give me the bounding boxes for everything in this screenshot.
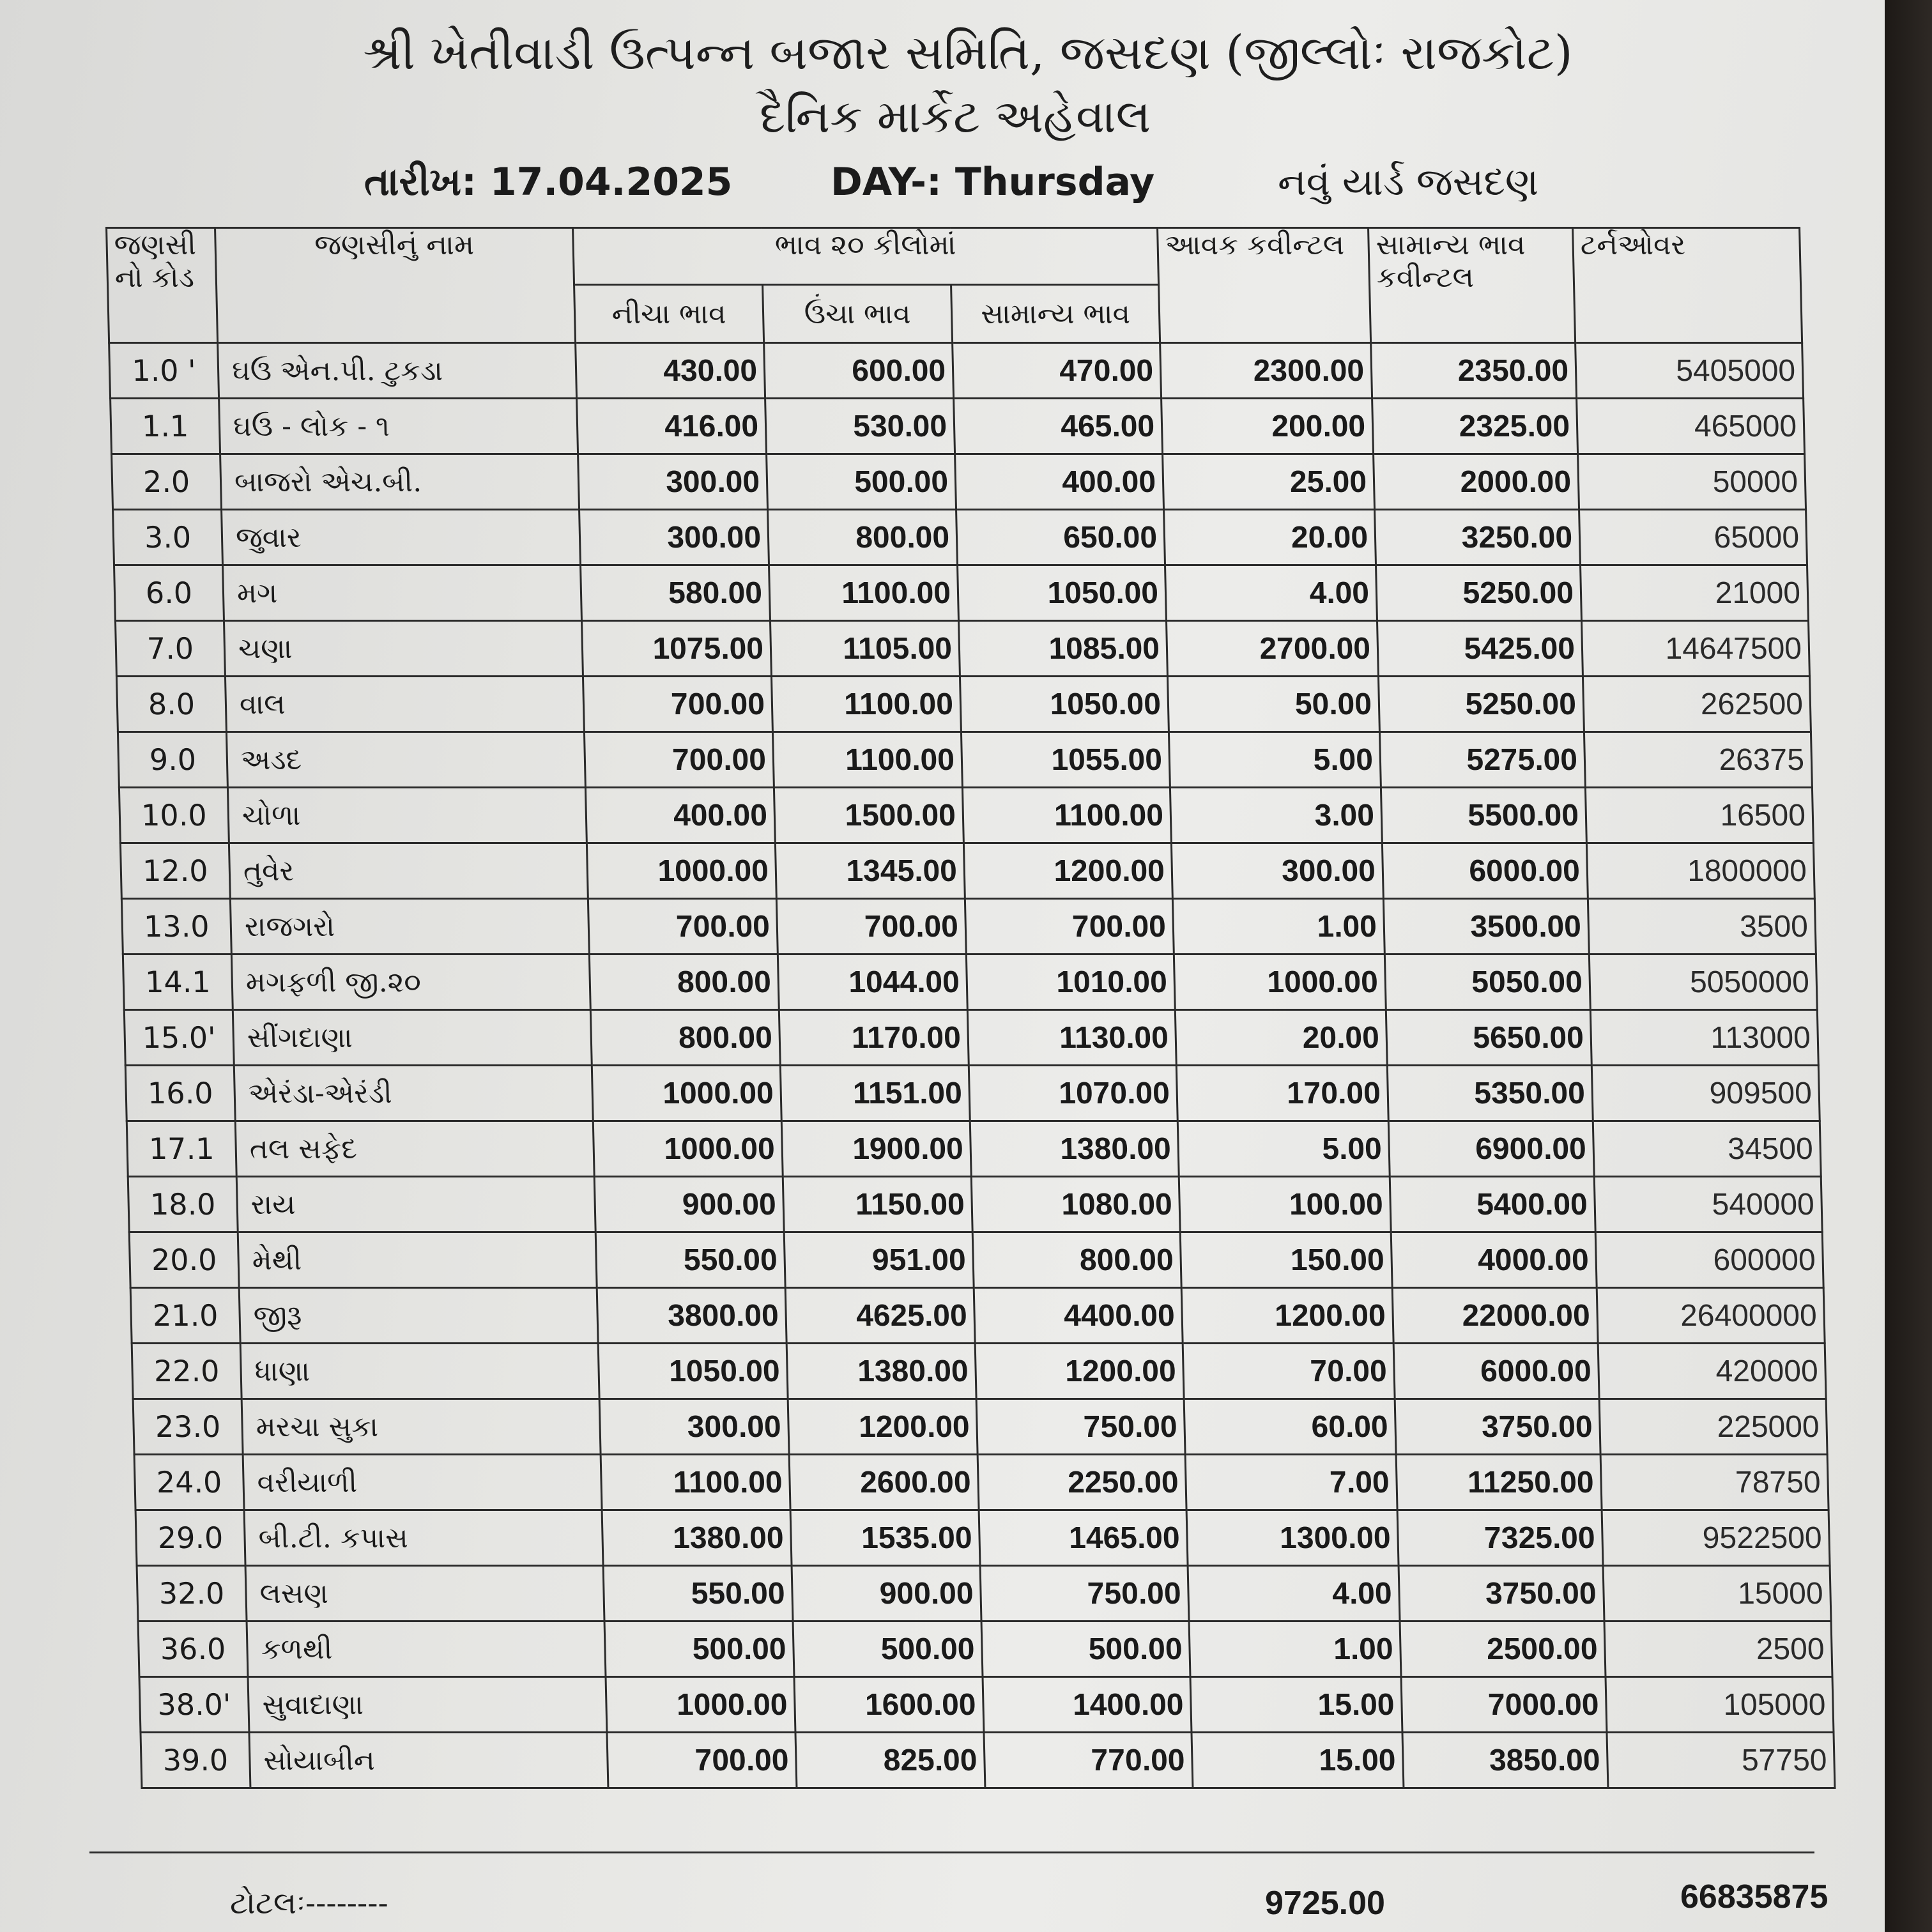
cell-arrival: 1300.00 <box>1186 1510 1399 1566</box>
cell-code: 24.0 <box>134 1455 244 1510</box>
cell-name: ચોળા <box>227 788 586 843</box>
cell-arrival: 1.00 <box>1189 1621 1401 1677</box>
cell-low: 300.00 <box>599 1399 789 1455</box>
cell-name: સોયાબીન <box>249 1733 608 1788</box>
cell-turnover: 34500 <box>1593 1121 1821 1177</box>
cell-name: કળથી <box>247 1621 606 1677</box>
cell-name: ધાણા <box>240 1344 599 1399</box>
cell-turnover: 5050000 <box>1589 954 1817 1010</box>
table-row <box>121 899 1816 954</box>
cell-low: 1380.00 <box>602 1510 792 1566</box>
table-row <box>129 1232 1823 1288</box>
cell-avg: 465.00 <box>954 399 1163 454</box>
cell-arrival: 15.00 <box>1190 1677 1402 1733</box>
cell-name: અડદ <box>226 732 585 788</box>
table-row <box>109 343 1804 399</box>
cell-high: 1151.00 <box>780 1066 970 1121</box>
cell-arrival: 20.00 <box>1175 1010 1387 1066</box>
cell-avg-quintal: 4000.00 <box>1391 1232 1597 1288</box>
cell-code: 9.0 <box>118 732 227 788</box>
cell-code: 16.0 <box>125 1066 235 1121</box>
cell-turnover: 225000 <box>1599 1399 1827 1455</box>
table-row <box>124 1010 1818 1066</box>
cell-name: ઘઉ એન.પી. ટુકડા <box>218 343 577 399</box>
totals-label: ટોટલઃ-------- <box>230 1885 388 1921</box>
cell-turnover: 57750 <box>1607 1733 1835 1788</box>
cell-low: 1050.00 <box>598 1344 788 1399</box>
cell-code: 12.0 <box>120 843 230 899</box>
cell-high: 800.00 <box>768 510 958 565</box>
cell-low: 3800.00 <box>597 1288 786 1344</box>
col-header-code: જણસી નો કોડ <box>107 228 218 343</box>
cell-code: 14.1 <box>123 954 233 1010</box>
table-row <box>118 732 1812 788</box>
cell-avg-quintal: 5425.00 <box>1377 621 1583 677</box>
cell-arrival: 70.00 <box>1183 1344 1395 1399</box>
cell-low: 700.00 <box>588 899 778 954</box>
cell-arrival: 5.00 <box>1177 1121 1390 1177</box>
cell-arrival: 7.00 <box>1185 1455 1397 1510</box>
table-row <box>120 843 1814 899</box>
cell-low: 1000.00 <box>592 1066 781 1121</box>
cell-low: 400.00 <box>585 788 775 843</box>
cell-low: 430.00 <box>576 343 765 399</box>
cell-low: 300.00 <box>578 454 768 510</box>
table-row <box>137 1566 1831 1621</box>
cell-name: મેથી <box>238 1232 597 1288</box>
totals-row <box>89 1851 1828 1930</box>
cell-arrival: 5.00 <box>1169 732 1381 788</box>
cell-avg-quintal: 6000.00 <box>1393 1344 1599 1399</box>
table-row <box>132 1344 1826 1399</box>
cell-avg-quintal: 11250.00 <box>1396 1455 1602 1510</box>
table-row <box>125 1066 1820 1121</box>
cell-low: 1075.00 <box>581 621 771 677</box>
cell-turnover: 65000 <box>1579 510 1807 565</box>
cell-high: 4625.00 <box>785 1288 975 1344</box>
cell-arrival: 200.00 <box>1162 399 1374 454</box>
col-header-name: જણસીનું નામ <box>215 228 576 343</box>
cell-avg: 1085.00 <box>958 621 1167 677</box>
cell-arrival: 170.00 <box>1176 1066 1388 1121</box>
cell-code: 15.0' <box>124 1010 234 1066</box>
table-row <box>128 1177 1822 1232</box>
table-row <box>111 399 1805 454</box>
cell-high: 1500.00 <box>774 788 963 843</box>
cell-high: 1100.00 <box>769 565 959 621</box>
table-row <box>114 565 1809 621</box>
cell-avg: 1080.00 <box>971 1177 1180 1232</box>
cell-avg: 4400.00 <box>974 1288 1183 1344</box>
cell-low: 550.00 <box>595 1232 785 1288</box>
total-turnover: 66835875 <box>1680 1878 1828 1915</box>
cell-arrival: 50.00 <box>1167 677 1379 732</box>
cell-high: 900.00 <box>792 1566 981 1621</box>
cell-high: 500.00 <box>767 454 956 510</box>
cell-name: બી.ટી. કપાસ <box>244 1510 603 1566</box>
cell-avg-quintal: 5500.00 <box>1381 788 1586 843</box>
cell-high: 2600.00 <box>789 1455 979 1510</box>
cell-low: 500.00 <box>604 1621 794 1677</box>
report-day: DAY-: Thursday <box>831 160 1155 204</box>
cell-avg: 1010.00 <box>966 954 1175 1010</box>
cell-turnover: 262500 <box>1583 677 1811 732</box>
cell-code: 1.1 <box>111 399 220 454</box>
cell-name: એરંડા-એરંડી <box>234 1066 593 1121</box>
cell-high: 1100.00 <box>771 677 961 732</box>
cell-turnover: 26400000 <box>1597 1288 1825 1344</box>
table-row <box>138 1621 1832 1677</box>
table-row <box>134 1455 1828 1510</box>
cell-avg: 700.00 <box>965 899 1174 954</box>
cell-avg-quintal: 5275.00 <box>1379 732 1585 788</box>
cell-avg-quintal: 7000.00 <box>1401 1677 1607 1733</box>
cell-turnover: 105000 <box>1606 1677 1834 1733</box>
cell-avg-quintal: 7325.00 <box>1397 1510 1603 1566</box>
cell-name: ચણા <box>224 621 583 677</box>
cell-avg-quintal: 5250.00 <box>1378 677 1584 732</box>
cell-name: ઘઉ - લોક - ૧ <box>219 399 578 454</box>
cell-turnover: 113000 <box>1590 1010 1818 1066</box>
table-row <box>115 621 1809 677</box>
cell-avg-quintal: 22000.00 <box>1392 1288 1598 1344</box>
cell-avg-quintal: 5650.00 <box>1386 1010 1591 1066</box>
cell-low: 800.00 <box>590 1010 780 1066</box>
cell-arrival: 1000.00 <box>1174 954 1386 1010</box>
cell-low: 580.00 <box>581 565 770 621</box>
cell-low: 300.00 <box>579 510 769 565</box>
col-header-arrival: આવક કવીન્ટલ <box>1158 228 1371 343</box>
cell-avg: 800.00 <box>972 1232 1181 1288</box>
cell-turnover: 78750 <box>1600 1455 1828 1510</box>
cell-avg-quintal: 2000.00 <box>1374 454 1579 510</box>
cell-avg: 1200.00 <box>975 1344 1184 1399</box>
cell-code: 2.0 <box>112 454 222 510</box>
cell-arrival: 300.00 <box>1171 843 1383 899</box>
cell-high: 1100.00 <box>772 732 962 788</box>
col-header-low: નીચા ભાવ <box>574 285 764 343</box>
cell-low: 1100.00 <box>601 1455 790 1510</box>
cell-low: 800.00 <box>589 954 779 1010</box>
cell-name: જુવાર <box>222 510 581 565</box>
cell-code: 39.0 <box>141 1733 250 1788</box>
cell-arrival: 100.00 <box>1179 1177 1391 1232</box>
cell-name: વાલ <box>225 677 584 732</box>
cell-name: તલ સફેદ <box>235 1121 594 1177</box>
cell-name: મગ <box>223 565 582 621</box>
cell-high: 700.00 <box>776 899 966 954</box>
cell-turnover: 15000 <box>1603 1566 1831 1621</box>
cell-avg: 1050.00 <box>960 677 1169 732</box>
cell-avg-quintal: 2325.00 <box>1372 399 1578 454</box>
cell-name: લસણ <box>245 1566 604 1621</box>
table-row <box>130 1288 1825 1344</box>
cell-name: સીંગદાણા <box>233 1010 592 1066</box>
cell-code: 18.0 <box>128 1177 238 1232</box>
cell-turnover: 540000 <box>1594 1177 1822 1232</box>
cell-high: 951.00 <box>784 1232 974 1288</box>
cell-code: 21.0 <box>130 1288 240 1344</box>
col-header-price-group: ભાવ ૨૦ કીલોમાં <box>573 228 1159 285</box>
table-row <box>112 454 1806 510</box>
cell-avg: 750.00 <box>976 1399 1185 1455</box>
cell-avg: 650.00 <box>956 510 1165 565</box>
cell-avg: 500.00 <box>981 1621 1190 1677</box>
report-date: તારીખ: 17.04.2025 <box>364 160 733 204</box>
cell-avg-quintal: 6000.00 <box>1382 843 1588 899</box>
col-header-avg-quintal: સામાન્ય ભાવ કવીન્ટલ <box>1368 228 1575 343</box>
cell-low: 416.00 <box>577 399 767 454</box>
cell-high: 825.00 <box>795 1733 985 1788</box>
cell-avg: 1465.00 <box>979 1510 1188 1566</box>
table-row <box>135 1510 1830 1566</box>
table-row <box>139 1677 1834 1733</box>
cell-turnover: 909500 <box>1591 1066 1820 1121</box>
cell-avg: 770.00 <box>984 1733 1193 1788</box>
cell-avg-quintal: 2350.00 <box>1371 343 1577 399</box>
cell-arrival: 3.00 <box>1170 788 1382 843</box>
cell-name: સુવાદાણા <box>248 1677 607 1733</box>
table-row <box>113 510 1807 565</box>
table-row <box>116 677 1811 732</box>
cell-code: 38.0' <box>139 1677 249 1733</box>
table-row <box>133 1399 1827 1455</box>
cell-low: 700.00 <box>607 1733 797 1788</box>
cell-name: મરચા સુકા <box>241 1399 601 1455</box>
cell-code: 13.0 <box>121 899 231 954</box>
cell-turnover: 26375 <box>1584 732 1812 788</box>
cell-name: રાજગરો <box>230 899 589 954</box>
cell-high: 530.00 <box>765 399 955 454</box>
col-header-turnover: ટર્નઓવર <box>1573 228 1802 343</box>
cell-arrival: 15.00 <box>1192 1733 1404 1788</box>
cell-name: જીરૂ <box>239 1288 598 1344</box>
cell-code: 29.0 <box>135 1510 245 1566</box>
cell-avg-quintal: 2500.00 <box>1400 1621 1606 1677</box>
cell-high: 1044.00 <box>778 954 967 1010</box>
cell-turnover: 3500 <box>1588 899 1816 954</box>
cell-name: મગફળી જી.૨૦ <box>231 954 590 1010</box>
cell-high: 1200.00 <box>788 1399 977 1455</box>
committee-title: શ્રી ખેતીવાડી ઉત્પન્ન બજાર સમિતિ, જસદણ (જીલ્લોઃ રાજકોટ) <box>363 26 1573 80</box>
col-header-avg: સામાન્ય ભાવ <box>951 285 1160 343</box>
cell-avg-quintal: 6900.00 <box>1388 1121 1594 1177</box>
cell-high: 1105.00 <box>770 621 960 677</box>
cell-high: 1345.00 <box>775 843 965 899</box>
cell-arrival: 2700.00 <box>1167 621 1379 677</box>
cell-avg: 1100.00 <box>962 788 1171 843</box>
cell-turnover: 2500 <box>1604 1621 1832 1677</box>
cell-turnover: 1800000 <box>1586 843 1814 899</box>
cell-avg-quintal: 3750.00 <box>1395 1399 1600 1455</box>
cell-high: 600.00 <box>764 343 954 399</box>
cell-high: 1600.00 <box>794 1677 984 1733</box>
cell-avg: 1070.00 <box>969 1066 1177 1121</box>
cell-turnover: 5405000 <box>1575 343 1804 399</box>
cell-low: 700.00 <box>584 732 774 788</box>
cell-avg: 1200.00 <box>963 843 1172 899</box>
cell-turnover: 9522500 <box>1602 1510 1830 1566</box>
cell-avg-quintal: 5250.00 <box>1376 565 1582 621</box>
market-price-table <box>105 227 1836 1789</box>
cell-arrival: 2300.00 <box>1160 343 1372 399</box>
cell-high: 500.00 <box>793 1621 983 1677</box>
cell-arrival: 1.00 <box>1172 899 1384 954</box>
cell-avg: 400.00 <box>955 454 1164 510</box>
cell-code: 17.1 <box>126 1121 236 1177</box>
cell-avg-quintal: 3500.00 <box>1383 899 1589 954</box>
cell-avg-quintal: 5050.00 <box>1384 954 1590 1010</box>
cell-code: 6.0 <box>114 565 224 621</box>
cell-avg: 1055.00 <box>961 732 1170 788</box>
cell-avg-quintal: 5400.00 <box>1390 1177 1595 1232</box>
cell-name: વરીયાળી <box>243 1455 602 1510</box>
cell-code: 23.0 <box>133 1399 243 1455</box>
cell-arrival: 25.00 <box>1163 454 1375 510</box>
table-row <box>126 1121 1821 1177</box>
cell-low: 900.00 <box>594 1177 784 1232</box>
cell-arrival: 4.00 <box>1165 565 1377 621</box>
cell-avg: 1380.00 <box>970 1121 1179 1177</box>
cell-avg: 1130.00 <box>967 1010 1176 1066</box>
cell-code: 36.0 <box>138 1621 248 1677</box>
cell-high: 1900.00 <box>781 1121 971 1177</box>
total-arrival: 9725.00 <box>1265 1885 1385 1922</box>
cell-turnover: 420000 <box>1598 1344 1826 1399</box>
cell-code: 10.0 <box>119 788 229 843</box>
cell-turnover: 16500 <box>1585 788 1813 843</box>
cell-avg-quintal: 5350.00 <box>1387 1066 1593 1121</box>
cell-code: 20.0 <box>129 1232 239 1288</box>
cell-turnover: 600000 <box>1595 1232 1823 1288</box>
cell-high: 1380.00 <box>786 1344 976 1399</box>
cell-avg: 1050.00 <box>958 565 1167 621</box>
cell-code: 8.0 <box>116 677 226 732</box>
cell-arrival: 20.00 <box>1164 510 1376 565</box>
cell-arrival: 60.00 <box>1184 1399 1396 1455</box>
cell-code: 1.0 ' <box>109 343 219 399</box>
cell-arrival: 4.00 <box>1188 1566 1400 1621</box>
table-row <box>123 954 1817 1010</box>
cell-code: 3.0 <box>113 510 223 565</box>
cell-name: રાય <box>236 1177 595 1232</box>
cell-turnover: 465000 <box>1577 399 1805 454</box>
desk-background <box>1885 0 1932 1932</box>
table-body <box>109 343 1835 1788</box>
cell-turnover: 50000 <box>1578 454 1806 510</box>
cell-code: 32.0 <box>137 1566 247 1621</box>
cell-avg: 1400.00 <box>983 1677 1192 1733</box>
cell-low: 550.00 <box>603 1566 793 1621</box>
cell-code: 7.0 <box>115 621 225 677</box>
cell-arrival: 150.00 <box>1180 1232 1392 1288</box>
cell-avg-quintal: 3750.00 <box>1399 1566 1604 1621</box>
table-row <box>141 1733 1835 1788</box>
cell-arrival: 1200.00 <box>1181 1288 1393 1344</box>
cell-low: 1000.00 <box>593 1121 783 1177</box>
cell-avg: 750.00 <box>980 1566 1189 1621</box>
table-row <box>119 788 1813 843</box>
cell-low: 1000.00 <box>586 843 776 899</box>
cell-high: 1150.00 <box>783 1177 972 1232</box>
cell-name: તુવેર <box>229 843 588 899</box>
report-subtitle: દૈનિક માર્કેટ અહેવાલ <box>759 89 1151 143</box>
cell-avg-quintal: 3850.00 <box>1402 1733 1608 1788</box>
yard-name: નવું યાર્ડ જસદણ <box>1278 160 1539 204</box>
cell-high: 1535.00 <box>790 1510 980 1566</box>
cell-avg: 470.00 <box>953 343 1162 399</box>
cell-code: 22.0 <box>132 1344 241 1399</box>
market-table-wrap <box>105 227 1834 1789</box>
cell-low: 700.00 <box>583 677 772 732</box>
cell-turnover: 14647500 <box>1582 621 1810 677</box>
cell-high: 1170.00 <box>779 1010 969 1066</box>
cell-name: બાજરો એચ.બી. <box>220 454 579 510</box>
cell-turnover: 21000 <box>1581 565 1809 621</box>
cell-low: 1000.00 <box>606 1677 795 1733</box>
cell-avg-quintal: 3250.00 <box>1375 510 1581 565</box>
cell-avg: 2250.00 <box>977 1455 1186 1510</box>
col-header-high: ઉંચા ભાવ <box>763 285 953 343</box>
